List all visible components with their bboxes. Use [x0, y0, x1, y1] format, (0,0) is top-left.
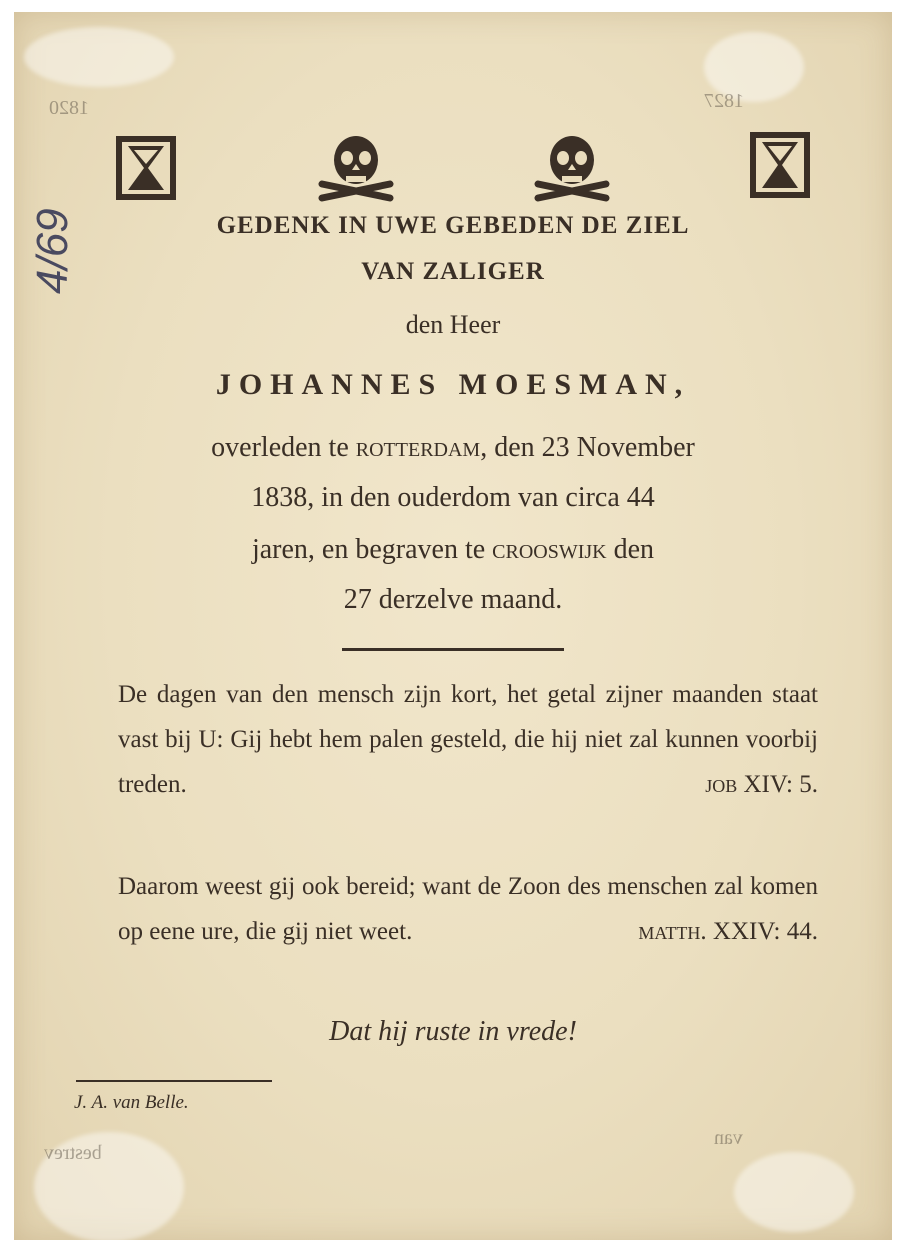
- closing-prayer: Dat hij ruste in vrede!: [329, 1016, 577, 1047]
- stain: [734, 1152, 854, 1232]
- divider: [342, 648, 564, 651]
- details-line: 1838, in den ouderdom van circa 44: [251, 482, 655, 513]
- skull-crossbones-icon: [314, 132, 398, 204]
- bleed-through-text: van: [714, 1127, 743, 1149]
- verse-matthew: Daarom weest gij ook bereid; want de Zoon des menschen zal komen op eene ure, die gij niet weet. matth. XXIV: 44.: [118, 873, 818, 945]
- stain: [24, 27, 174, 87]
- honorific: den Heer: [405, 310, 501, 339]
- details-line: overleden te rotterdam, den 23 November: [211, 432, 695, 463]
- bleed-through-text: 1820: [49, 97, 89, 119]
- hourglass-icon: [114, 134, 178, 202]
- details-line: jaren, en begraven te crooswijk den: [251, 534, 655, 565]
- bleed-through-text: bestrev: [44, 1142, 102, 1164]
- bleed-through-text: 1827: [704, 90, 744, 112]
- handwritten-number: 4/69: [28, 208, 77, 294]
- memorial-card: [14, 12, 892, 1240]
- headline-line-1: GEDENK IN UWE GEBEDEN DE ZIEL: [216, 212, 690, 239]
- details-line: 27 derzelve maand.: [343, 584, 563, 615]
- deceased-name: JOHANNES MOESMAN,: [215, 368, 691, 401]
- printer-name: J. A. van Belle.: [74, 1092, 189, 1113]
- divider: [76, 1080, 272, 1082]
- verse-job: De dagen van den mensch zijn kort, het getal zijner maanden staat vast bij U: Gij hebt hem palen gesteld, die hij niet zal kunnen voorbij treden. job XIV: 5.: [118, 681, 818, 798]
- hourglass-icon: [748, 130, 812, 200]
- headline-line-2: VAN ZALIGER: [361, 258, 545, 285]
- skull-crossbones-icon: [530, 132, 614, 204]
